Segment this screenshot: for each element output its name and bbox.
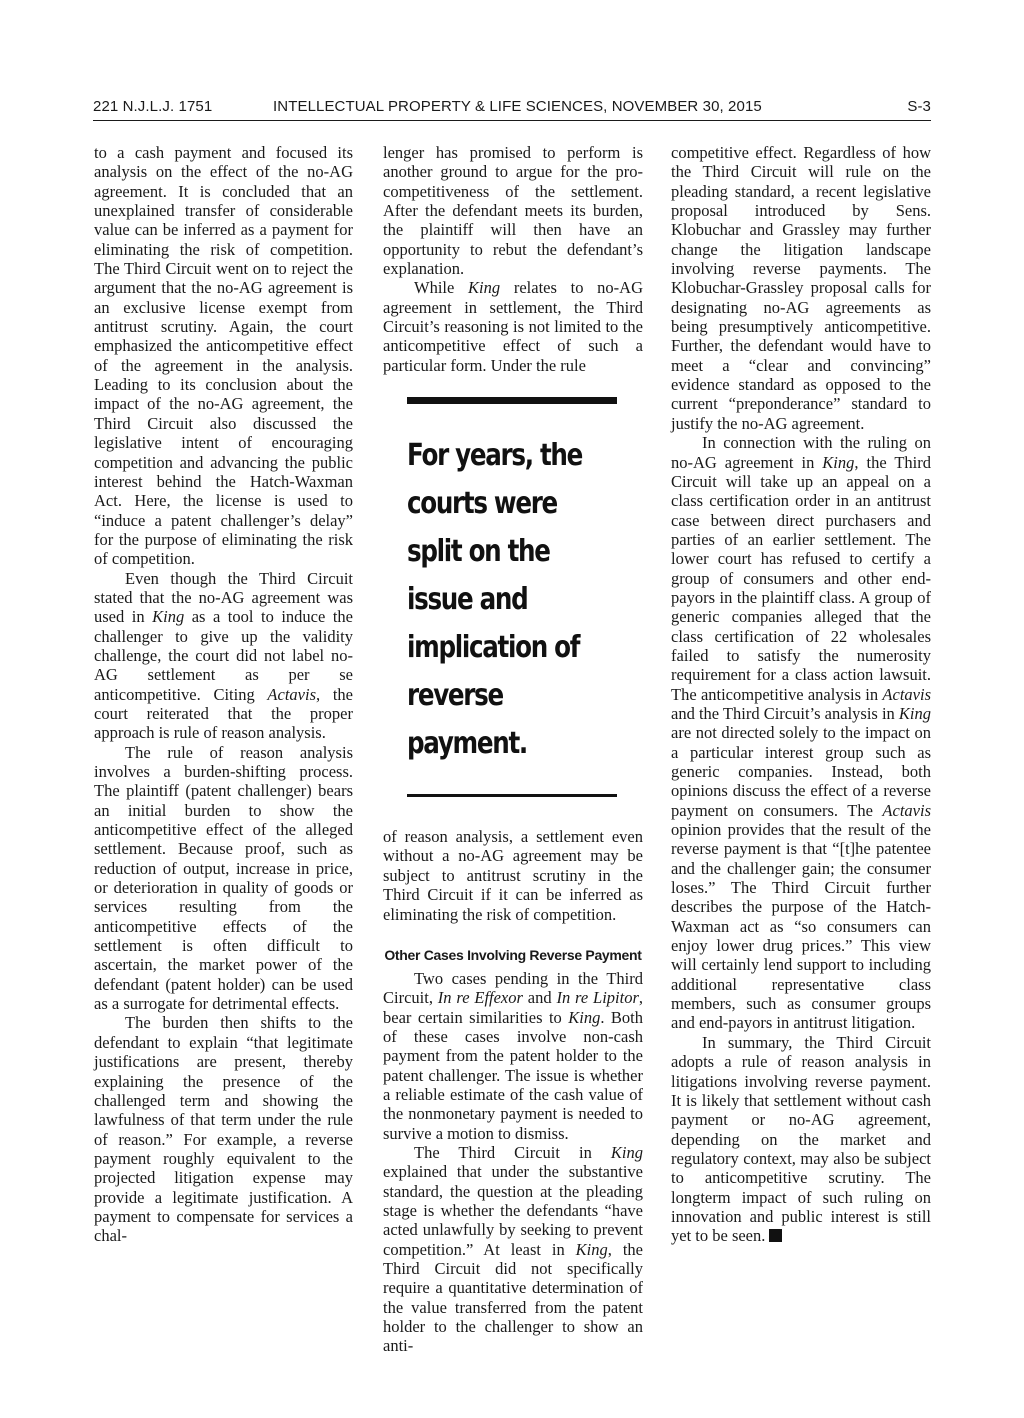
paragraph: In connection with the ruling on no-AG agreement in King, the Third Circuit will take up an appeal on a class certification order in an antitrust case between direct purchasers and parties of an earlier settlement. The lower court has refused to certify a group of consumers and other end-payors in the plaintiff class. A group of generic companies alleged that the class certification of 22 wholesales failed to satisfy the numerosity requirement for a class action lawsuit. The anticompetitive analysis in Actavis and the Third Circuit’s analysis in King are not directed solely to the impact on a particular interest group such as generic companies. Instead, both opinions discuss the effect of a reverse payment on consumers. The Actavis opinion provides that the result of the reverse payment is that “[t]he patentee and the challenger gain; the consumer loses.” The Third Circuit further describes the purpose of the Hatch-Waxman act as “so consumers can enjoy lower drug prices.” This view will certainly lend support to including additional representative class members, such as consumer groups and end-payors in antitrust litigation. (671, 433, 932, 1033)
paragraph: The Third Circuit in King explained that under the substantive standard, the question at the pleading stage is whether the defendants “have acted unlawfully by seeking to prevent competition.” At least in King, the Third Circuit did not specifically require a quantitative determination of the value transferred from the patent holder to the challenger to show an anti- (383, 1142, 643, 1356)
header-publication: INTELLECTUAL PROPERTY & LIFE SCIENCES, NOVEMBER 30, 2015 (273, 98, 762, 115)
column-2 (383, 143, 643, 1356)
column-1 (94, 143, 353, 1246)
pull-quote-rule-top (407, 397, 617, 404)
paragraph: competitive effect. Regardless of how the Third Circuit will rule on the pleading standard, a recent legislative proposal introduced by Sens. Klobuchar and Grassley may further change the litigation landscape involving reverse payments. The Klobuchar-Grassley proposal calls for designating no-AG agreements as being presumptively anticompetitive. Further, the defendant would have to meet a “clear and convincing” evidence standard as opposed to the current “preponderance” standard to justify the no-AG agreement. (671, 143, 931, 433)
header-citation: 221 N.J.L.J. 1751 (93, 98, 213, 115)
paragraph: The burden then shifts to the defendant to explain “that legitimate justifications are present, thereby explaining the presence of the challenged term and showing the lawfulness of that term under the rule of reason.” For example, a reverse payment roughly equivalent to the projected litigation expense may provide a legitimate justification. A payment to compensate for services a chal- (94, 1013, 353, 1246)
pull-quote-rule-bottom (407, 794, 617, 797)
paragraph: The rule of reason analysis involves a burden-shifting process. The plaintiff (patent challenger) bears an initial burden to show the anticompetitive effect of the alleged settlement. Because proof, such as reduction of output, increase in price, or deterioration in quality of goods or services resulting from the anticompetitive effects of the settlement is often difficult to ascertain, the market power of the defendant (patent holder) can be used as a surrogate for detrimental effects. (94, 742, 353, 1014)
paragraph: Even though the Third Circuit stated that the no-AG agreement was used in King as a tool to induce the challenger to give up the validity challenge, the court did not label no-AG settlement as per se anticompetitive. Citing Actavis, the court reiterated that the proper approach is rule of reason analysis. (94, 568, 353, 743)
paragraph: to a cash payment and focused its analysis on the effect of the no-AG agreement. It is concluded that an unexplained transfer of considerable value can be inferred as a payment for eliminating the risk of competition. The Third Circuit went on to reject the argument that the no-AG agreement is an exclusive license exempt from antitrust scrutiny. Again, the court emphasized the anticompetitive effect of the agreement in the analysis. Leading to its conclusion about the impact of the no-AG agreement, the Third Circuit also discussed the legislative intent of encouraging competition and advancing the public interest behind the Hatch-Waxman Act. Here, the license is used to “induce a patent challenger’s delay” for the purpose of eliminating the risk of competition. (94, 143, 353, 569)
column-3 (671, 143, 931, 1246)
paragraph: of reason analysis, a settlement even without a no-AG agreement may be subject to antitrust scrutiny in the Third Circuit if it can be inferred as eliminating the risk of competition. (383, 827, 643, 924)
paragraph: Two cases pending in the Third Circuit, In re Effexor and In re Lipitor, bear certain similarities to King. Both of these cases involve non-cash payment from the patent holder to the patent challenger. The issue is whether a reliable estimate of the cash value of the nonmonetary payment is needed to survive a motion to dismiss. (383, 968, 643, 1143)
paragraph: lenger has promised to perform is another ground to argue for the pro-competitiveness of the settlement. After the defendant meets its burden, the plaintiff will then have an opportunity to rebut the defendant’s explanation. (383, 143, 643, 279)
running-header (93, 98, 931, 121)
paragraph: While King relates to no-AG agreement in settlement, the Third Circuit’s reasoning is not limited to the anticompetitive effect of such a particular form. Under the rule (383, 278, 643, 375)
paragraph: In summary, the Third Circuit adopts a rule of reason analysis in litigations involving reverse payment. It is likely that settlement without cash payment or no-AG agreement, depending on the market and regulatory context, may also be subject to anticompetitive scrutiny. The longterm impact of such ruling on innovation and public interest is still yet to be seen. (671, 1032, 931, 1246)
pull-quote (383, 397, 643, 797)
section-subheading: Other Cases Involving Reverse Payment (384, 946, 642, 963)
end-of-article-square-icon (769, 1229, 782, 1242)
pull-quote-text: For years, the courts were split on the issue and implication of reverse payment. (407, 438, 583, 762)
header-page-number: S-3 (907, 98, 931, 115)
